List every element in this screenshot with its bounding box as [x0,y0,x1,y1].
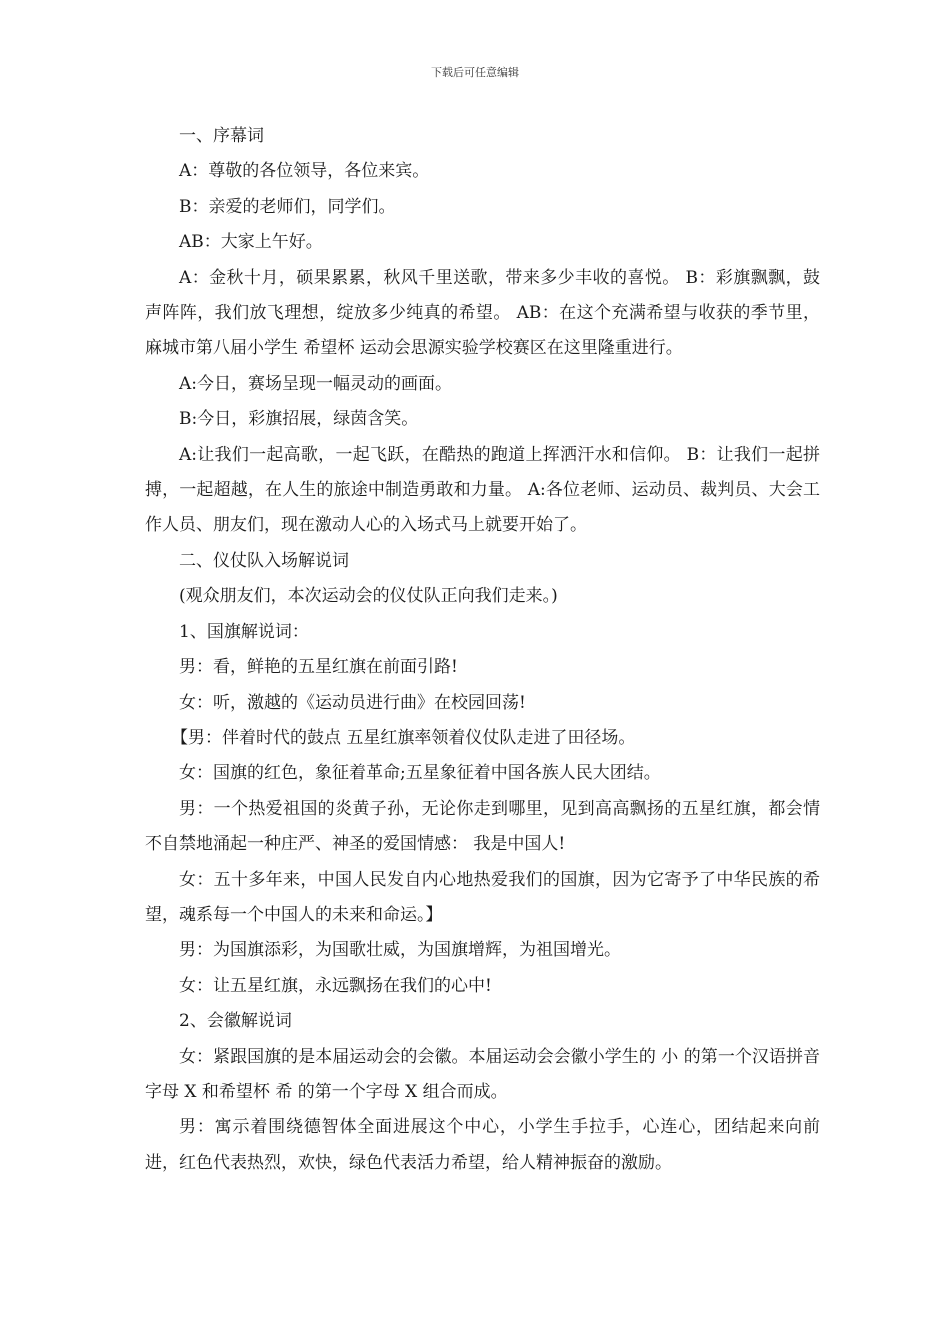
paragraph: 男：寓示着围绕德智体全面进展这个中心，小学生手拉手，心连心，团结起来向前进，红色代表热烈，欢快，绿色代表活力希望，给人精神振奋的激励。 [145,1117,820,1173]
paragraph: (观众朋友们，本次运动会的仪仗队正向我们走来。) [179,586,558,607]
paragraph: 男：看，鲜艳的五星红旗在前面引路! [179,657,458,678]
paragraph: A:让我们一起高歌，一起飞跃，在酷热的跑道上挥洒汗水和信仰。 B：让我们一起拼搏，一起超越，在人生的旅途中制造勇敢和力量。 A:各位老师、运动员、裁判员、大会工作人员、朋友们，现在激动人心的入场式马上就要开始了。 [145,444,820,536]
heading-prologue: 一、序幕词 [179,126,264,146]
heading-honor-guard: 二、仪仗队入场解说词 [179,550,349,571]
paragraph: A：尊敬的各位领导，各位来宾。 [179,161,430,182]
paragraph: 男：一个热爱祖国的炎黄子孙，无论你走到哪里，见到高高飘扬的五星红旗，都会情不自禁地涌起一种庄严、神圣的爱国情感： 我是中国人! [145,798,820,855]
paragraph: 女：国旗的红色，象征着革命;五星象征着中国各族人民大团结。 [179,763,661,784]
paragraph: B:今日，彩旗招展，绿茵含笑。 [179,409,419,430]
paragraph: 女：紧跟国旗的是本届运动会的会徽。本届运动会会徽小学生的 小 的第一个汉语拼音字母 X 和希望杯 希 的第一个字母 X 组合而成。 [145,1046,820,1102]
heading-emblem-commentary: 2、会徽解说词 [179,1011,292,1032]
paragraph: 女：让五星红旗，永远飘扬在我们的心中! [179,975,492,996]
document-body [145,119,820,1181]
paragraph: 男：为国旗添彩，为国歌壮威，为国旗增辉，为祖国增光。 [179,940,621,961]
page-header: 下载后可任意编辑 [431,66,519,79]
paragraph: AB：大家上午好。 [179,232,323,253]
paragraph: 女：听，激越的《运动员进行曲》在校园回荡! [179,692,526,713]
heading-flag-commentary: 1、国旗解说词： [179,621,309,642]
paragraph: A：金秋十月，硕果累累，秋风千里送歌，带来多少丰收的喜悦。 B：彩旗飘飘，鼓声阵阵，我们放飞理想，绽放多少纯真的希望。 AB：在这个充满希望与收获的季节里，麻城市第八届小学生 希望杯 运动会思源实验学校赛区在这里隆重进行。 [145,267,820,359]
paragraph: 女：五十多年来，中国人民发自内心地热爱我们的国旗，因为它寄予了中华民族的希望，魂系每一个中国人的未来和命运。】 [145,869,820,925]
paragraph: A:今日，赛场呈现一幅灵动的画面。 [179,373,453,394]
paragraph: B：亲爱的老师们，同学们。 [179,196,396,217]
paragraph: 【男：伴着时代的鼓点 五星红旗率领着仪仗队走进了田径场。 [171,727,636,748]
